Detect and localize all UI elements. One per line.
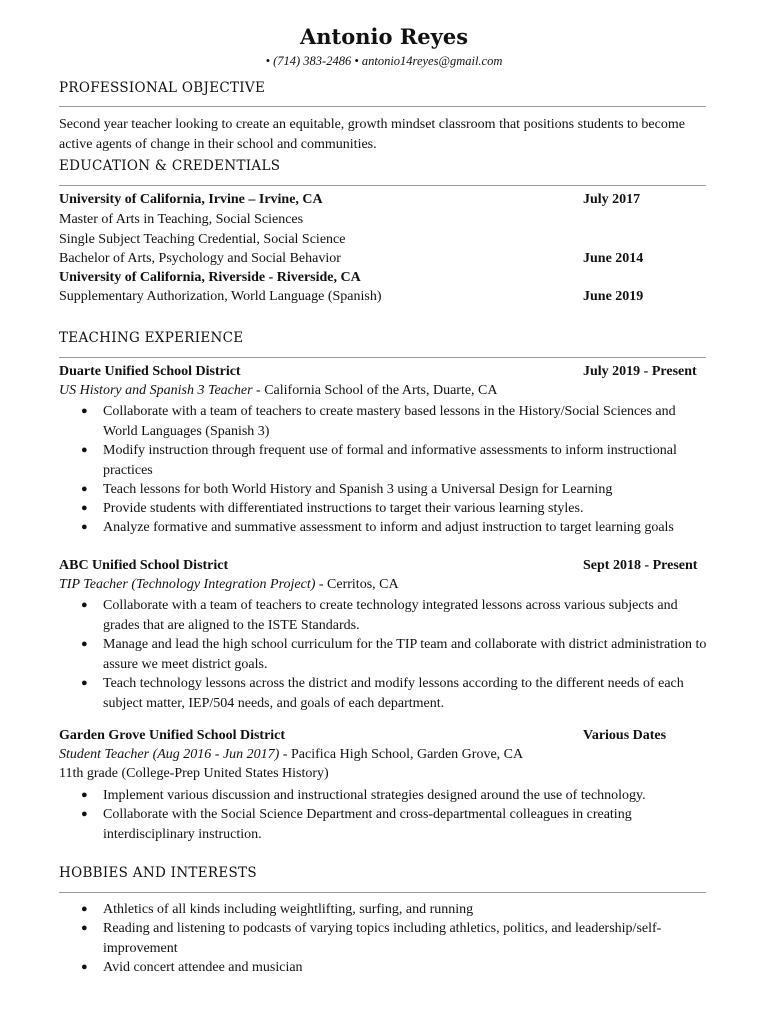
degree-line: Supplementary Authorization, World Language (Spanish) [59, 289, 382, 304]
bullet-text: Avid concert attendee and musician [103, 960, 303, 975]
job-role-line [59, 577, 399, 593]
job-org: Duarte Unified School District [59, 364, 241, 379]
bullet-text: Reading and listening to podcasts of varying topics including athletics, politics, and leadership/self-improvement [103, 921, 662, 956]
bullet-text: Teach technology lessons across the district and modify lessons according to the different needs of each subject matter, IEP/504 needs, and goals of each department. [103, 676, 684, 711]
date-uci: July 2017 [583, 192, 641, 207]
bullet-icon: ● [81, 444, 88, 456]
bullet-icon: ● [81, 405, 88, 417]
degree-line: Single Subject Teaching Credential, Social Science [59, 232, 346, 247]
job-place: - Pacifica High School, Garden Grove, CA [279, 747, 524, 762]
degree-line: Master of Arts in Teaching, Social Sciences [59, 212, 304, 227]
section-title-experience: TEACHING EXPERIENCE [59, 330, 244, 346]
school-ucr: University of California, Riverside - Riverside, CA [59, 270, 361, 285]
section-title-hobbies: HOBBIES AND INTERESTS [59, 865, 257, 881]
bullet-text: Teach lessons for both World History and Spanish 3 using a Universal Design for Learning [103, 482, 613, 497]
bullet-icon: ● [81, 638, 88, 650]
bullet-icon: ● [81, 922, 88, 934]
job-note: 11th grade (College-Prep United States History) [59, 766, 329, 781]
job-place: - Cerritos, CA [315, 577, 399, 592]
bullet-icon: ● [81, 903, 88, 915]
bullet-text: Collaborate with a team of teachers to create mastery based lessons in the History/Social Sciences and World Languages (Spanish 3) [103, 404, 676, 439]
job-org: ABC Unified School District [59, 558, 229, 573]
section-title-objective: PROFESSIONAL OBJECTIVE [59, 80, 266, 96]
divider [59, 892, 706, 893]
job-role-line [59, 383, 498, 399]
contact-info: • (714) 383-2486 • antonio14reyes@gmail.com [265, 54, 503, 68]
job-date: Various Dates [583, 728, 667, 743]
bullet-icon: ● [81, 808, 88, 820]
bullet-text: Analyze formative and summative assessment to inform and adjust instruction to target learning goals [103, 520, 674, 535]
job-date: Sept 2018 - Present [583, 558, 698, 573]
bullet-text: Collaborate with a team of teachers to create technology integrated lessons across various subjects and grades that are aligned to the ISTE Standards. [103, 598, 678, 633]
bullet-text: Provide students with differentiated instructions to target their various learning styles. [103, 501, 584, 516]
objective-text: Second year teacher looking to create an equitable, growth mindset classroom that positions students to become active agents of change in their school and communities. [59, 117, 685, 152]
date-ucr: June 2019 [583, 289, 644, 304]
bullet-icon: ● [81, 677, 88, 689]
job-role: Student Teacher (Aug 2016 - Jun 2017) [59, 747, 280, 762]
bullet-text: Implement various discussion and instructional strategies designed around the use of technology. [103, 788, 646, 803]
job-role: US History and Spanish 3 Teacher [59, 383, 253, 398]
degree-line: Bachelor of Arts, Psychology and Social Behavior [59, 251, 341, 266]
school-uci: University of California, Irvine – Irvine, CA [59, 192, 323, 207]
bullet-text: Collaborate with the Social Science Department and cross-departmental colleagues in creating interdisciplinary instruction. [103, 807, 632, 842]
date-ba: June 2014 [583, 251, 644, 266]
bullet-icon: ● [81, 599, 88, 611]
job-role-line [59, 747, 523, 763]
divider [59, 185, 706, 186]
job-role: TIP Teacher (Technology Integration Project) [59, 577, 316, 592]
bullet-icon: ● [81, 483, 88, 495]
bullet-icon: ● [81, 961, 88, 973]
divider [59, 357, 706, 358]
job-place: - California School of the Arts, Duarte, CA [252, 383, 498, 398]
bullet-icon: ● [81, 521, 88, 533]
section-title-education: EDUCATION & CREDENTIALS [59, 158, 281, 174]
divider [59, 106, 706, 107]
bullet-text: Athletics of all kinds including weightlifting, surfing, and running [103, 902, 474, 917]
bullet-icon: ● [81, 789, 88, 801]
job-org: Garden Grove Unified School District [59, 728, 286, 743]
bullet-icon: ● [81, 502, 88, 514]
job-date: July 2019 - Present [583, 364, 697, 379]
bullet-text: Modify instruction through frequent use of formal and informative assessments to inform instructional practices [103, 443, 677, 478]
candidate-name: Antonio Reyes [299, 24, 469, 49]
bullet-text: Manage and lead the high school curriculum for the TIP team and collaborate with district administration to assure we meet district goals. [103, 637, 707, 672]
